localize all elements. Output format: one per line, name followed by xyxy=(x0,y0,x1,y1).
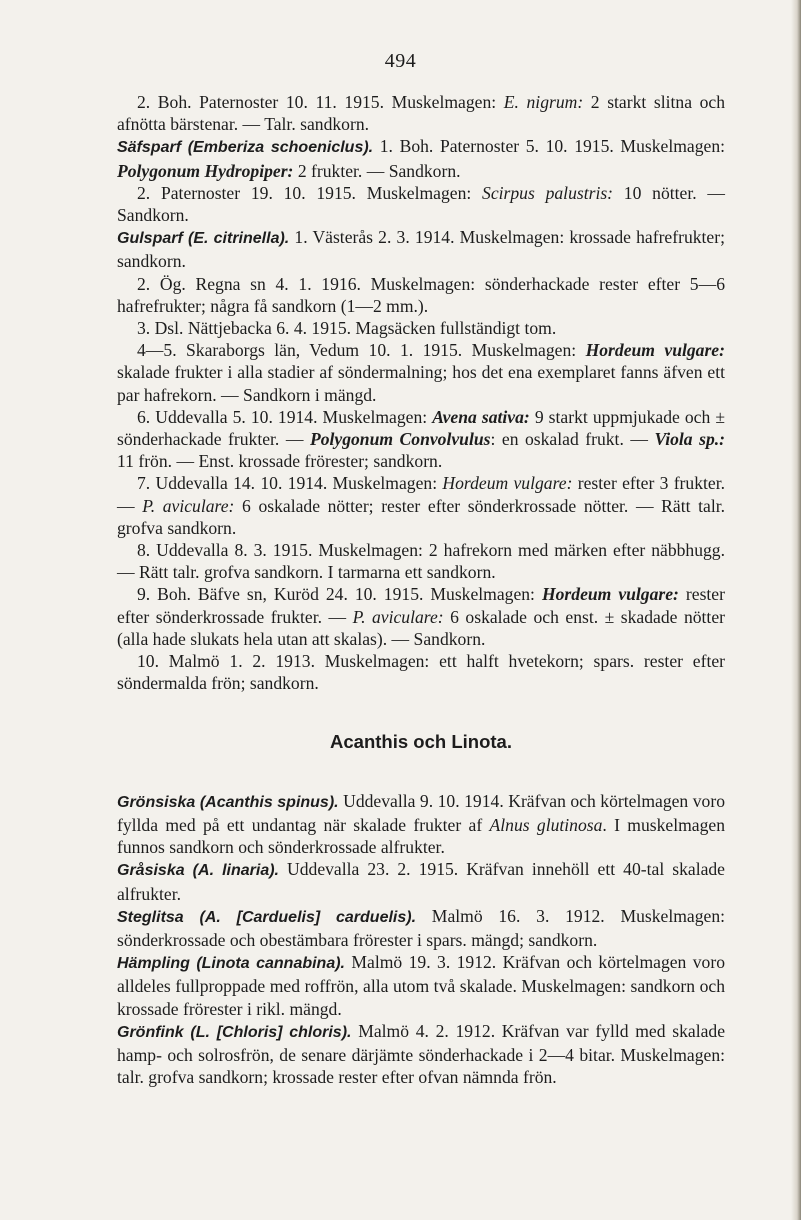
species-name: Steglitsa (A. [Carduelis] carduelis). xyxy=(117,908,417,926)
entry-paragraph: 3. Dsl. Nättjebacka 6. 4. 1915. Magsäcken fullständigt tom. xyxy=(137,318,557,339)
species-paragraph: Hämpling (Linota cannabina). Malmö 19. 3. 1912. Kräfvan och körtelmagen voro alldeles fullproppade med roffrön, alla utom två skalade. Muskelmagen: sandkorn och krossade frörester i rikl. mängd. xyxy=(117,952,725,1019)
entry-paragraph: 10. Malmö 1. 2. 1913. Muskelmagen: ett halft hvetekorn; spars. rester efter söndermalda frön; sandkorn. xyxy=(117,651,725,694)
species-name: Grönfink (L. [Chloris] chloris). xyxy=(117,1023,352,1041)
species-name: Gråsiska (A. linaria). xyxy=(117,862,279,880)
species-name: Grönsiska (Acanthis spinus). xyxy=(117,793,339,811)
body-text xyxy=(117,91,725,1088)
page-edge-shadow xyxy=(791,0,801,1220)
entry-paragraph: 4—5. Skaraborgs län, Vedum 10. 1. 1915. Muskelmagen: Hordeum vulgare: skalade frukter i alla stadier af söndermalning; hos det ena exemplaret fanns äfven ett par hafrekorn. — Sandkorn i mängd. xyxy=(117,340,725,405)
species-name: Säfsparf (Emberiza schoeniclus). xyxy=(117,139,374,157)
species-paragraph: Grönsiska (Acanthis spinus). Uddevalla 9. 10. 1914. Kräfvan och körtelmagen voro fyllda med på ett undantag när skalade frukter af Alnus glutinosa. I muskelmagen funnos sandkorn och sönderkrossade alfrukter. xyxy=(117,790,725,858)
entry-paragraph: 2. Ög. Regna sn 4. 1. 1916. Muskelmagen: sönderhackade rester efter 5—6 hafrefrukter; några få sandkorn (1—2 mm.). xyxy=(117,273,725,316)
species-paragraph: Steglitsa (A. [Carduelis] carduelis). Malmö 16. 3. 1912. Muskelmagen: sönderkrossade och obestämbara frörester i spars. mängd; sandkorn. xyxy=(117,905,726,950)
entry-paragraph: 2. Paternoster 19. 10. 1915. Muskelmagen: Scirpus palustris: 10 nötter. — Sandkorn. xyxy=(117,182,725,226)
entry-paragraph: 2. Boh. Paternoster 10. 11. 1915. Muskelmagen: E. nigrum: 2 starkt slitna och afnötta bärstenar. — Talr. sandkorn. xyxy=(117,92,726,135)
page-number: 494 xyxy=(384,50,417,72)
species-name: Hämpling (Linota cannabina). xyxy=(117,955,346,973)
entry-paragraph: 6. Uddevalla 5. 10. 1914. Muskelmagen: Avena sativa: 9 starkt uppmjukade och ± sönderhackade frukter. — Polygonum Convolvulus: en oskalad frukt. — Viola sp.: 11 frön. — Enst. krossade frörester; sandkorn. xyxy=(117,406,725,472)
species-paragraph: Säfsparf (Emberiza schoeniclus). 1. Boh. Paternoster 5. 10. 1915. Muskelmagen: Polygonum Hydropiper: 2 frukter. — Sandkorn. xyxy=(117,136,725,181)
species-name: Gulsparf (E. citrinella). xyxy=(117,230,290,248)
species-paragraph: Gulsparf (E. citrinella). 1. Västerås 2. 3. 1914. Muskelmagen: krossade hafrefrukter; sandkorn. xyxy=(117,227,725,272)
entry-paragraph: 7. Uddevalla 14. 10. 1914. Muskelmagen: Hordeum vulgare: rester efter 3 frukter. — P. aviculare: 6 oskalade nötter; rester efter sönderkrossade nötter. — Rätt talr. grofva sandkorn. xyxy=(117,473,725,538)
entry-paragraph: 9. Boh. Bäfve sn, Kuröd 24. 10. 1915. Muskelmagen: Hordeum vulgare: rester efter sönderkrossade frukter. — P. aviculare: 6 oskalade och enst. ± skadade nötter (alla hade slukats hela utan att skalas). — Sandkorn. xyxy=(117,584,725,649)
entry-paragraph: 8. Uddevalla 8. 3. 1915. Muskelmagen: 2 hafrekorn med märken efter näbbhugg. — Rätt talr. grofva sandkorn. I tarmarna ett sandkorn. xyxy=(117,540,725,583)
species-paragraph: Gråsiska (A. linaria). Uddevalla 23. 2. 1915. Kräfvan innehöll ett 40-tal skalade alfrukter. xyxy=(117,859,725,904)
section-heading: Acanthis och Linota. xyxy=(330,731,512,753)
species-paragraph: Grönfink (L. [Chloris] chloris). Malmö 4. 2. 1912. Kräfvan var fylld med skalade hamp- och solrosfrön, de senare därjämte sönderhackade i 2—4 bitar. Muskelmagen: talr. grofva sandkorn; krossade rester efter ofvan nämnda frön. xyxy=(117,1020,725,1088)
